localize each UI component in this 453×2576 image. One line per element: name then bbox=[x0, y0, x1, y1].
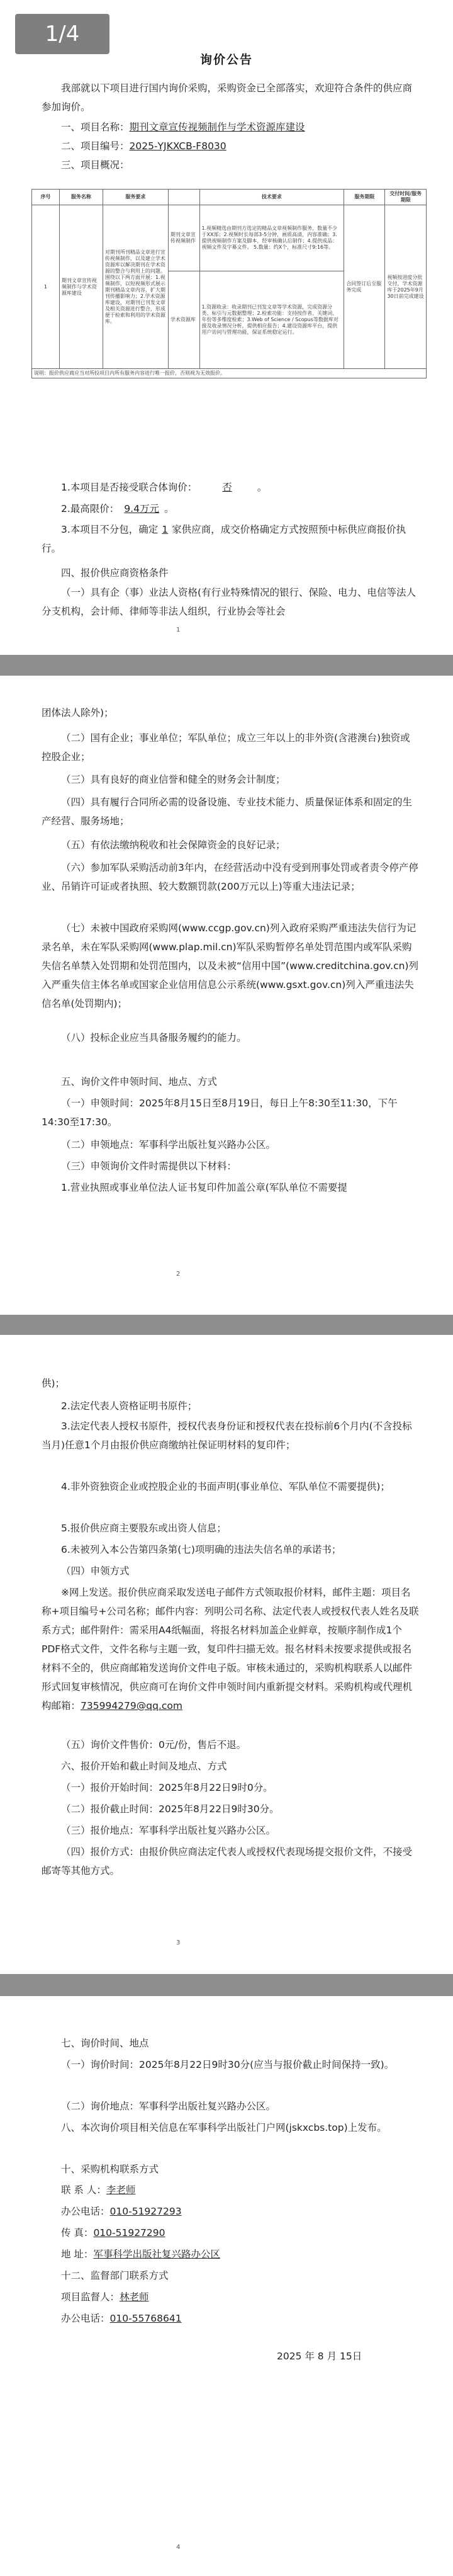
subcontract-line bbox=[42, 520, 419, 558]
section5-title: 五、询价文件申领时间、地点、方式 bbox=[61, 1076, 218, 1087]
table-cell-service-name: 期刊文章宣传视频制作与学术资源库建设 bbox=[59, 205, 103, 369]
page-indicator-badge: 1/4 bbox=[15, 14, 109, 54]
table-cell-tech: 1.资源收录：收录期刊已刊发文章等学术资源，完成资源分类、标引与元数据整理；2.检索功能：支持按作者、关键词、年份等多维度检索；3.Web of Science / Scopus等数据库对接及收录情况分析，提供相应报告；4.建设资源库平台，提供用户访问与管理功能，保证系统稳定运行。 bbox=[199, 271, 344, 369]
office-phone-line bbox=[42, 2204, 445, 2218]
fax-number: 010-51927290 bbox=[93, 2227, 165, 2238]
subcontract-label: 3.本项目不分包，确定 bbox=[61, 524, 159, 535]
page3-p0: 供)； bbox=[42, 1378, 65, 1389]
section5-p1: （一）申领时间：2025年8月15日至8月19日，每日上午8:30至11:30，下午14:30至17:30。 bbox=[42, 1098, 398, 1128]
page3-p11: （二）报价截止时间：2025年8月22日9时30分。 bbox=[61, 1803, 279, 1815]
subcontract-suffix: 家供应商，成交价格确定方式按照预中标供应商报价执行。 bbox=[42, 524, 406, 554]
table-header: 服务要求 bbox=[103, 190, 168, 205]
page4-p4: 八、本次询价项目相关信息在军事科学出版社门户网(jskxcbs.top)上发布。 bbox=[61, 2122, 387, 2133]
supervisor-line bbox=[42, 2289, 445, 2303]
page2-p1: （二）国有企业；事业单位；军队单位；成立三年以上的非外资(含港澳台)独资或控股企业； bbox=[42, 732, 410, 763]
page3-p6: （四）申领方式 bbox=[61, 1565, 130, 1577]
page3-p2: 3.法定代表人授权书原件，授权代表身份证和授权代表在投标前6个月内(不含投标当月)任意1个月由报价供应商缴纳社保证明材料的复印件； bbox=[42, 1421, 412, 1451]
project-number-label: 二、项目编号： bbox=[61, 140, 130, 152]
max-price-line bbox=[42, 501, 445, 515]
section4-item1: （一）具有企（事）业法人资格(有行业特殊情况的银行、保险、电力、电信等法人分支机构，会计师、律师等非法人组织，行业协会等社会 bbox=[42, 587, 417, 617]
page4-p2: （一）询价时间：2025年8月22日9时30分(应当与报价截止时间保持一致)。 bbox=[61, 2059, 394, 2070]
contact-line bbox=[42, 2182, 445, 2196]
office-phone: 010-51927293 bbox=[109, 2206, 182, 2217]
page4-p1: 七、询价时间、地点 bbox=[61, 2038, 149, 2049]
page3-p7 bbox=[42, 1583, 419, 1715]
page3-p3: 4.非外资独资企业或控股企业的书面声明(事业单位、军队单位不需要提供)； bbox=[61, 1481, 390, 1492]
address: 军事科学出版社复兴路办公区 bbox=[93, 2249, 220, 2260]
page-2 bbox=[0, 676, 453, 1315]
section4-title: 四、报价供应商资格条件 bbox=[61, 567, 169, 579]
page3-p10: （一）报价开始时间：2025年8月22日9时0分。 bbox=[61, 1782, 273, 1793]
table-row bbox=[32, 205, 427, 271]
table-cell-tech: 1.视频精选由期刊方选定的精品文章视频制作服务，数量不少于XX部；2.视频时长每部3-5分钟，画质高清，内容准确；3.提供视频制作方案及脚本，经审核确认后制作；4.提供成品：视频文件及字幕文件。 5.数量：约X个，标准尺寸9:16等。 bbox=[199, 205, 344, 271]
project-number: 2025-YJKXCB-F8030 bbox=[129, 140, 226, 152]
contact-label: 联 系 人： bbox=[61, 2184, 106, 2196]
max-price-label: 2.最高限价： bbox=[61, 503, 120, 514]
page-number: 1 bbox=[176, 627, 181, 633]
page2-p3: （四）具有履行合同所必需的设备设施、专业技术能力、质量保证体系和固定的生产经营、服务场地； bbox=[42, 797, 413, 827]
supervision-title: 十二、监督部门联系方式 bbox=[61, 2270, 169, 2281]
page2-p0: 团体法人除外)； bbox=[42, 707, 114, 718]
supervisor-phone-label: 办公电话： bbox=[61, 2313, 110, 2324]
page-number: 3 bbox=[176, 1939, 181, 1946]
max-price-value: 9.4万元 bbox=[124, 503, 159, 514]
table-footnote: 说明：报价供应商应当对所投项目内所有服务内容进行唯一报价，否则视为无效报价。 bbox=[32, 369, 427, 378]
office-phone-label: 办公电话： bbox=[61, 2206, 110, 2217]
page-title: 询价公告 bbox=[199, 53, 253, 67]
section5-p2: （二）申领地点：军事科学出版社复兴路办公区。 bbox=[61, 1139, 276, 1150]
joint-bid-suffix: 。 bbox=[257, 482, 267, 493]
project-number-line bbox=[42, 139, 425, 152]
page-3 bbox=[0, 1335, 453, 1974]
fax-line bbox=[42, 2225, 445, 2239]
table-header bbox=[168, 190, 199, 205]
page-4 bbox=[0, 1996, 453, 2576]
page-number: 4 bbox=[176, 2544, 181, 2551]
page4-p5: 十、采购机构联系方式 bbox=[61, 2164, 159, 2175]
supervisor-phone-line bbox=[42, 2311, 445, 2325]
table-cell-service-req: 对期刊所刊精品文章进行宣传视频制作，以及建立学术资源库以解决期刊在学术资源的整合与利用上的问题。围绕以下两方面开展：1.视频制作，以短视频形式展示期刊精品文章内容，扩大期刊传播影响力；2.学术资源库建设，对期刊已刊发文章及相关资源进行整合，形成便于检索和利用的学术资源库。 bbox=[103, 205, 168, 369]
subcontract-value: 1 bbox=[162, 524, 169, 535]
page3-p1: 2.法定代表人资格证明书原件； bbox=[61, 1400, 198, 1412]
page3-p13: （四）报价方式：由报价供应商法定代表人或授权代表现场提交报价文件，不接受邮寄等其他方式。 bbox=[42, 1846, 413, 1876]
table-cell-sub-item: 期刊文章宣传视频制作 bbox=[168, 205, 199, 271]
max-price-suffix: 。 bbox=[164, 503, 174, 514]
table-cell-delivery: 视频按进度分批交付，学术资源库于2025年9月30日前完成建设 bbox=[385, 205, 427, 369]
table-footnote-row bbox=[32, 369, 427, 378]
email-link[interactable]: 735994279@qq.com bbox=[81, 1700, 182, 1711]
page2-p4: （五）有依法缴纳税收和社会保障资金的良好记录； bbox=[61, 839, 286, 851]
section5-p4: 1.营业执照或事业单位法人证书复印件加盖公章(军队单位不需要提 bbox=[61, 1182, 347, 1193]
project-name-line bbox=[42, 120, 425, 133]
joint-bid-label: 1.本项目是否接受联合体询价： bbox=[61, 482, 198, 493]
page3-p8: （五）询价文件售价：0元/份，售后不退。 bbox=[61, 1739, 247, 1750]
section5-p3: （三）申领询价文件时需提供以下材料： bbox=[61, 1160, 237, 1172]
table-header: 技术要求 bbox=[199, 190, 344, 205]
page3-p9: 六、报价开始和截止时间及地点、方式 bbox=[61, 1761, 227, 1772]
page3-p12: （三）报价地点：军事科学出版社复兴路办公区。 bbox=[61, 1825, 276, 1836]
address-line bbox=[42, 2247, 445, 2261]
page4-p3: （二）询价地点：军事科学出版社复兴路办公区。 bbox=[61, 2101, 276, 2112]
contact-name: 李老师 bbox=[106, 2184, 136, 2196]
email-instructions: ※网上发送。报价供应商采取发送电子邮件方式领取报价材料，邮件主题：项目名称+项目编号+公司名称；邮件内容：列明公司名称、法定代表人或授权代表人姓名及联系方式；邮件附件：需采用A4纸幅面，将报名材料加盖企业鲜章，按顺序制作成1个PDF格式文件，文件名称与主题一致，复印件扫描无效。报名材料未按要求提供或报名材料不全的，供应商邮箱发送询价文件电子版。审核未通过的，采购机构联系人以邮件形式回复审核情况，供应商可在询价文件申领时间内重新提交材料。采购机构或代理机构邮箱： bbox=[42, 1587, 419, 1711]
project-name: 期刊文章宣传视频制作与学术资源库建设 bbox=[129, 122, 305, 133]
table-header: 服务名称 bbox=[59, 190, 103, 205]
joint-bid-value: 否 bbox=[222, 482, 232, 493]
page-1 bbox=[0, 0, 453, 655]
page2-p5: （六）参加军队采购活动前3年内，在经营活动中没有受到刑事处罚或者责令停产停业、吊销许可证或者执照、较大数额罚款(200万元以上)等重大违法记录； bbox=[42, 862, 418, 892]
project-name-label: 一、项目名称： bbox=[61, 122, 130, 133]
supervisor-name: 林老师 bbox=[120, 2291, 149, 2303]
page2-p8: （八）投标企业应当具备服务履约的能力。 bbox=[61, 1032, 247, 1043]
supervisor-label: 项目监督人： bbox=[61, 2291, 120, 2303]
table-cell-duration: 合同签订后至服务完成 bbox=[344, 205, 385, 369]
table-header: 交付时间/服务期限 bbox=[385, 190, 427, 205]
table-header: 序号 bbox=[32, 190, 60, 205]
page3-p4: 5.报价供应商主要股东或出资人信息； bbox=[61, 1523, 226, 1534]
page3-p5: 6.未被列入本公告第四条第(七)项明确的违法失信名单的承诺书； bbox=[61, 1544, 342, 1555]
table-header: 服务期限 bbox=[344, 190, 385, 205]
project-overview-label: 三、项目概况： bbox=[61, 159, 130, 171]
table-cell-sub-item: 学术资源库 bbox=[168, 271, 199, 369]
address-label: 地 址： bbox=[61, 2249, 94, 2260]
page2-p2: （三）具有良好的商业信誉和健全的财务会计制度； bbox=[61, 774, 286, 785]
project-overview-table bbox=[31, 189, 427, 378]
fax-label: 传 真： bbox=[61, 2227, 94, 2238]
page-number: 2 bbox=[176, 1271, 181, 1278]
table-cell-seq: 1 bbox=[32, 205, 60, 369]
issue-date: 2025 年 8 月 15日 bbox=[277, 2351, 362, 2362]
joint-bid-line bbox=[42, 480, 445, 494]
page2-p6: （七）未被中国政府采购网(www.ccgp.gov.cn)列入政府采购严重违法失信行为记录名单，未在军队采购网(www.plap.mil.cn)军队采购暂停名单处罚范围内或军队采购失信名单禁入处罚期和处罚范围内，以及未被“信用中国”(www.creditchina.gov.cn)列入严重失信主体名单或国家企业信用信息公示系统(www.gsxt.gov.cn)列入严重违法失信名单(处罚期内)； bbox=[42, 922, 418, 1009]
intro-text: 我部就以下项目进行国内询价采购，采购资金已全部落实，欢迎符合条件的供应商参加询价。 bbox=[42, 82, 413, 113]
supervisor-phone: 010-55768641 bbox=[109, 2313, 182, 2324]
